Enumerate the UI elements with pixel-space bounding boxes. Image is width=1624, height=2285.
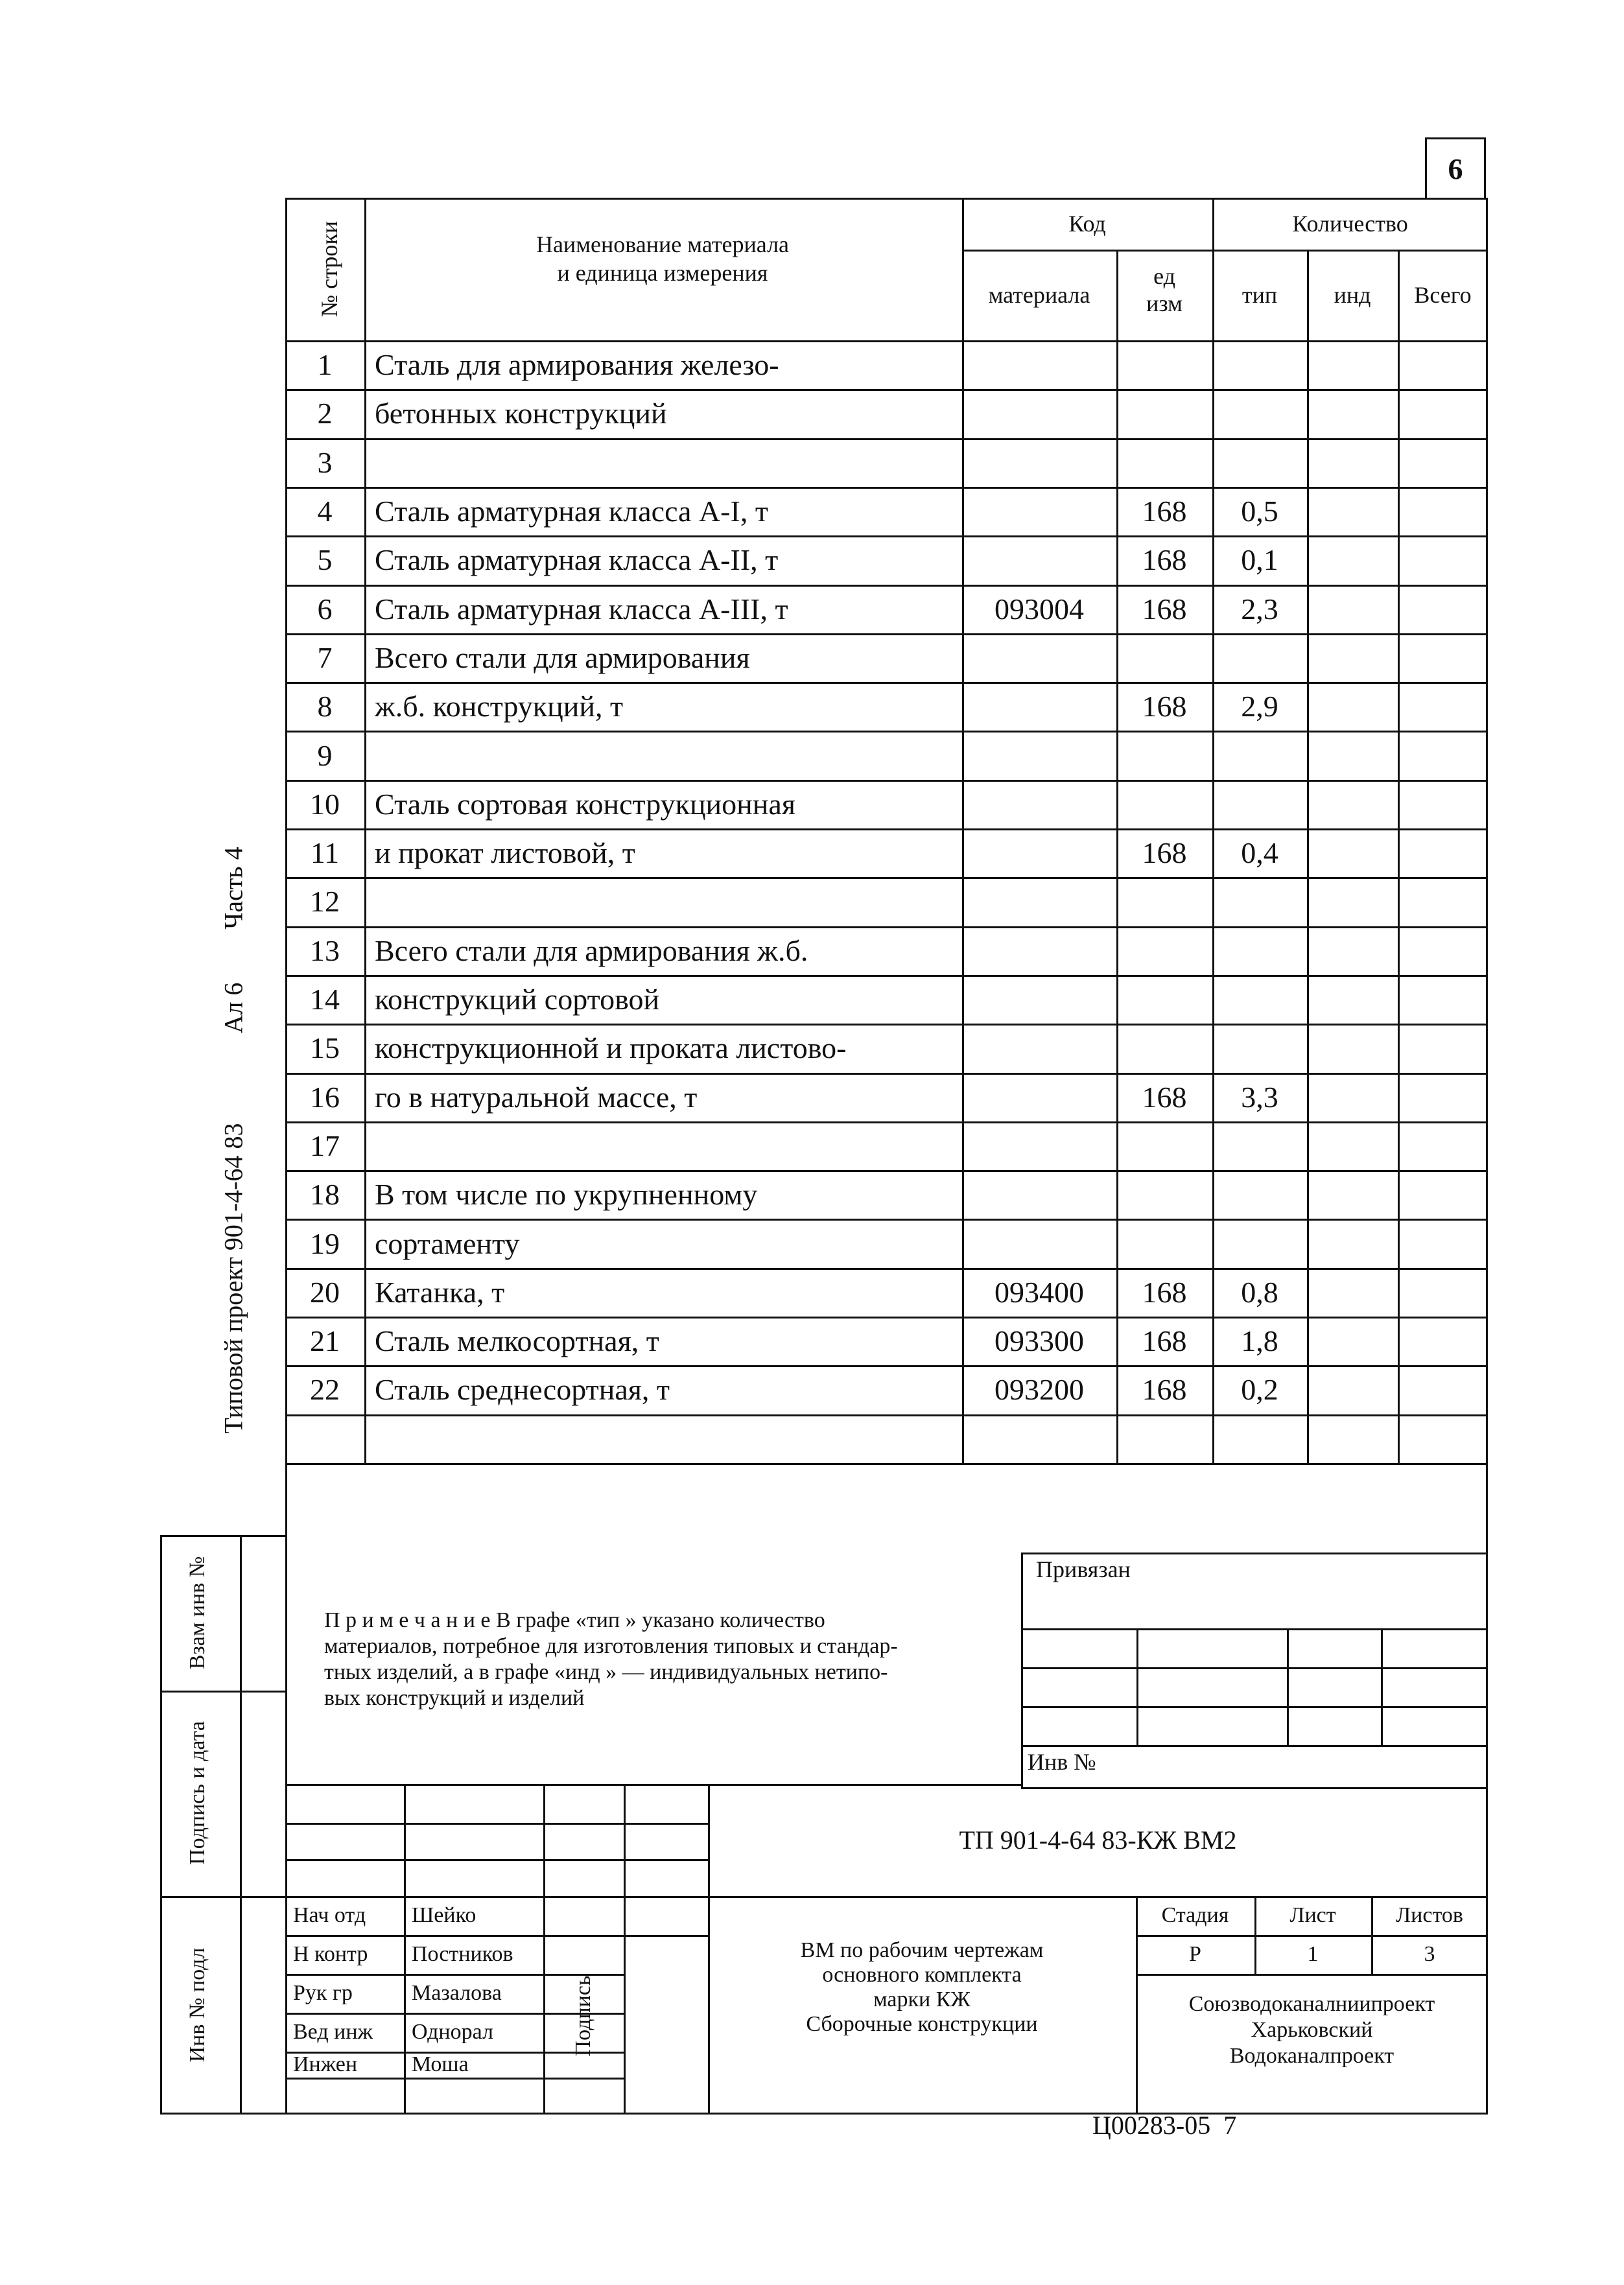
header-name-line1: Наименование материала	[535, 231, 790, 257]
signer-role: Н контр	[293, 1942, 368, 1966]
signer-name: Шейко	[412, 1903, 477, 1927]
cell-code	[962, 926, 1116, 975]
cell-name: В том числе по укрупненному	[375, 1178, 758, 1212]
cell-code	[962, 1024, 1116, 1072]
cell-total	[1398, 1170, 1488, 1219]
header-quantity: Количество	[1292, 211, 1408, 237]
cell-name: Всего стали для армирования	[375, 640, 750, 674]
sheets-label: Листов	[1396, 1903, 1463, 1927]
cell-n: 4	[317, 495, 333, 528]
cell-total	[1398, 438, 1488, 487]
cell-total	[1398, 1365, 1488, 1414]
cell-typ: 0,1	[1241, 543, 1278, 577]
header-row-number: № строки	[316, 220, 342, 318]
cell-code: 093200	[994, 1373, 1084, 1407]
cell-ind	[1307, 780, 1398, 828]
cell-total	[1398, 780, 1488, 828]
cell-typ: 1,8	[1241, 1324, 1278, 1358]
signer-name: Моша	[412, 2052, 469, 2076]
note-line3: тных изделий, а в графе «инд » — индивидуальных нетипо-	[324, 1660, 888, 1684]
cell-total	[1398, 877, 1488, 926]
cell-name: Сталь для армирования железо-	[375, 348, 779, 382]
organization	[1136, 1991, 1488, 2069]
cell-n: 12	[310, 885, 340, 919]
cell-unit	[1116, 1170, 1212, 1219]
sheet-label: Лист	[1289, 1903, 1336, 1927]
cell-total	[1398, 585, 1488, 633]
stamp-signature-date: Подпись и дата	[185, 1721, 209, 1865]
cell-unit	[1116, 1219, 1212, 1267]
cell-ind	[1307, 340, 1398, 389]
cell-code	[962, 1073, 1116, 1121]
cell-typ: 2,9	[1241, 690, 1278, 723]
cell-ind	[1307, 1317, 1398, 1365]
desc-line1: ВМ по рабочим чертежам	[800, 1938, 1044, 1962]
header-typ: тип	[1242, 282, 1278, 308]
cell-typ: 2,3	[1241, 592, 1278, 626]
signer-role: Инжен	[293, 2052, 358, 2076]
cell-name: конструкционной и проката листово-	[375, 1031, 847, 1065]
cell-total	[1398, 1073, 1488, 1121]
cell-unit: 168	[1142, 1373, 1187, 1407]
cell-code	[962, 389, 1116, 438]
cell-typ	[1212, 731, 1307, 779]
cell-ind	[1307, 682, 1398, 731]
cell-total	[1398, 731, 1488, 779]
cell-name: бетонных конструкций	[375, 397, 667, 430]
cell-unit	[1116, 731, 1212, 779]
cell-name	[364, 731, 962, 779]
cell-unit: 168	[1142, 592, 1187, 626]
desc-line4: Сборочные конструкции	[806, 2012, 1038, 2036]
part-label: Часть 4	[218, 847, 248, 930]
album-label: Ал 6	[218, 982, 248, 1034]
cell-code	[962, 1414, 1116, 1463]
cell-name: го в натуральной массе, т	[375, 1080, 698, 1114]
cell-unit: 168	[1142, 690, 1187, 723]
cell-n: 19	[310, 1226, 340, 1260]
cell-total	[1398, 487, 1488, 535]
cell-unit: 168	[1142, 1275, 1187, 1309]
cell-total	[1398, 389, 1488, 438]
cell-typ	[1212, 1414, 1307, 1463]
cell-n: 22	[310, 1373, 340, 1407]
cell-unit	[1116, 877, 1212, 926]
signer-name: Мазалова	[412, 1981, 502, 2005]
cell-code	[962, 1219, 1116, 1267]
cell-typ	[1212, 926, 1307, 975]
cell-n: 16	[310, 1080, 340, 1114]
cell-unit	[1116, 1024, 1212, 1072]
cell-ind	[1307, 1268, 1398, 1317]
signer-role: Вед инж	[293, 2020, 373, 2044]
cell-typ: 0,2	[1241, 1373, 1278, 1407]
cell-code	[962, 975, 1116, 1024]
cell-n: 10	[310, 787, 340, 821]
cell-typ	[1212, 1024, 1307, 1072]
cell-n: 3	[317, 445, 333, 479]
cell-unit: 168	[1142, 495, 1187, 528]
signer-role: Рук гр	[293, 1981, 353, 2005]
cell-typ: 0,5	[1241, 495, 1278, 528]
cell-n: 21	[310, 1324, 340, 1358]
cell-n	[285, 1414, 364, 1463]
cell-unit	[1116, 340, 1212, 389]
cell-total	[1398, 535, 1488, 584]
cell-n: 11	[310, 836, 340, 870]
cell-ind	[1307, 1073, 1398, 1121]
cell-unit	[1116, 1414, 1212, 1463]
cell-ind	[1307, 877, 1398, 926]
cell-total	[1398, 828, 1488, 877]
header-code: Код	[1068, 211, 1106, 237]
drawing-code: ТП 901-4-64 83-КЖ ВМ2	[959, 1825, 1237, 1855]
cell-code	[962, 633, 1116, 682]
footer-code: Ц00283-05 7	[1092, 2111, 1237, 2140]
cell-name: Сталь мелкосортная, т	[375, 1324, 659, 1358]
project-label: Типовой проект 901-4-64 83	[218, 1123, 248, 1434]
stage-value: Р	[1189, 1942, 1201, 1966]
cell-typ	[1212, 1170, 1307, 1219]
cell-total	[1398, 340, 1488, 389]
cell-name: и прокат листовой, т	[375, 836, 635, 870]
cell-unit	[1116, 926, 1212, 975]
org-line1: Союзводоканалниипроект	[1188, 1992, 1435, 2016]
cell-typ	[1212, 438, 1307, 487]
cell-name: сортаменту	[375, 1226, 520, 1260]
header-total: Всего	[1414, 282, 1472, 308]
cell-ind	[1307, 975, 1398, 1024]
cell-n: 1	[317, 348, 333, 382]
cell-ind	[1307, 389, 1398, 438]
signer-role: Нач отд	[293, 1903, 366, 1927]
note-line1	[324, 1608, 998, 1634]
cell-total	[1398, 633, 1488, 682]
header-material-name	[364, 230, 961, 287]
cell-n: 20	[310, 1275, 340, 1309]
desc-line2: основного комплекта	[822, 1963, 1022, 1987]
cell-name: Сталь сортовая конструкционная	[375, 787, 795, 821]
cell-n: 2	[317, 397, 333, 430]
cell-total	[1398, 1121, 1488, 1170]
signature-label: Подпись	[571, 1975, 595, 2057]
cell-name: Сталь арматурная класса А-III, т	[375, 592, 788, 626]
cell-unit	[1116, 633, 1212, 682]
cell-ind	[1307, 487, 1398, 535]
note-text	[324, 1608, 998, 1711]
cell-name	[364, 1121, 962, 1170]
cell-code: 093400	[994, 1275, 1084, 1309]
cell-typ: 0,4	[1241, 836, 1278, 870]
cell-name: конструкций сортовой	[375, 983, 660, 1016]
cell-typ: 3,3	[1241, 1080, 1278, 1114]
bound-title: Привязан	[1036, 1556, 1131, 1582]
drawing-description	[708, 1938, 1136, 2037]
cell-ind	[1307, 926, 1398, 975]
cell-total	[1398, 1024, 1488, 1072]
cell-ind	[1307, 1170, 1398, 1219]
cell-total	[1398, 975, 1488, 1024]
cell-code	[962, 731, 1116, 779]
cell-n: 18	[310, 1178, 340, 1212]
cell-code	[962, 1170, 1116, 1219]
desc-line3: марки КЖ	[873, 1987, 971, 2011]
cell-code: 093004	[994, 592, 1084, 626]
cell-typ: 0,8	[1241, 1275, 1278, 1309]
cell-total	[1398, 1317, 1488, 1365]
cell-name	[364, 1414, 962, 1463]
cell-n: 5	[317, 543, 333, 577]
cell-unit	[1116, 438, 1212, 487]
header-ind: инд	[1334, 282, 1371, 308]
note-lead: П р и м е ч а н и е	[324, 1608, 491, 1632]
cell-ind	[1307, 1121, 1398, 1170]
sheet-value: 1	[1307, 1942, 1319, 1966]
bound-inv: Инв №	[1028, 1749, 1096, 1775]
stamp-original-inv: Инв № подл	[185, 1947, 209, 2063]
cell-code: 093300	[994, 1324, 1084, 1358]
cell-name	[364, 877, 962, 926]
cell-name: ж.б. конструкций, т	[375, 690, 624, 723]
cell-n: 9	[317, 738, 333, 772]
header-unit-line1: ед	[1153, 263, 1175, 289]
note-line2: материалов, потребное для изготовления типовых и стандар-	[324, 1634, 898, 1658]
cell-n: 13	[310, 933, 340, 967]
sheets-value: 3	[1424, 1942, 1435, 1966]
cell-name: Всего стали для армирования ж.б.	[375, 933, 808, 967]
cell-typ	[1212, 633, 1307, 682]
cell-code	[962, 487, 1116, 535]
cell-code	[962, 340, 1116, 389]
note-line1-text: В графе «тип » указано количество	[490, 1608, 825, 1632]
cell-n: 17	[310, 1129, 340, 1162]
cell-name: Сталь арматурная класса А-II, т	[375, 543, 779, 577]
cell-typ	[1212, 877, 1307, 926]
cell-ind	[1307, 731, 1398, 779]
cell-code	[962, 1121, 1116, 1170]
cell-code	[962, 438, 1116, 487]
cell-code	[962, 780, 1116, 828]
cell-total	[1398, 1414, 1488, 1463]
cell-ind	[1307, 1219, 1398, 1267]
header-unit	[1116, 263, 1212, 317]
stamp-column	[160, 1535, 287, 2115]
cell-total	[1398, 682, 1488, 731]
signer-name: Однорал	[412, 2020, 493, 2044]
cell-code	[962, 828, 1116, 877]
cell-ind	[1307, 828, 1398, 877]
cell-typ	[1212, 389, 1307, 438]
cell-name: Сталь арматурная класса А-I, т	[375, 495, 768, 528]
header-unit-line2: изм	[1146, 290, 1183, 316]
cell-typ	[1212, 1121, 1307, 1170]
cell-ind	[1307, 438, 1398, 487]
cell-code	[962, 535, 1116, 584]
cell-ind	[1307, 1365, 1398, 1414]
org-line2: Харьковский	[1251, 2018, 1373, 2042]
cell-typ	[1212, 340, 1307, 389]
cell-unit	[1116, 389, 1212, 438]
cell-typ	[1212, 780, 1307, 828]
cell-total	[1398, 926, 1488, 975]
stage-label: Стадия	[1161, 1903, 1229, 1927]
cell-n: 6	[317, 592, 333, 626]
cell-unit	[1116, 1121, 1212, 1170]
cell-ind	[1307, 1024, 1398, 1072]
signer-name: Постников	[412, 1942, 513, 1966]
org-line3: Водоканалпроект	[1229, 2044, 1395, 2068]
cell-n: 14	[310, 983, 340, 1016]
stamp-replace-inv: Взам инв №	[185, 1556, 209, 1670]
sheet-number: 6	[1448, 152, 1463, 185]
cell-ind	[1307, 535, 1398, 584]
cell-ind	[1307, 1414, 1398, 1463]
header-material-code: материала	[988, 282, 1090, 308]
cell-ind	[1307, 633, 1398, 682]
cell-total	[1398, 1268, 1488, 1317]
cell-unit: 168	[1142, 1324, 1187, 1358]
cell-total	[1398, 1219, 1488, 1267]
note-line4: вых конструкций и изделий	[324, 1686, 585, 1710]
cell-unit: 168	[1142, 543, 1187, 577]
cell-unit	[1116, 780, 1212, 828]
cell-ind	[1307, 585, 1398, 633]
cell-n: 8	[317, 690, 333, 723]
cell-unit	[1116, 975, 1212, 1024]
cell-unit: 168	[1142, 836, 1187, 870]
header-name-line2: и единица измерения	[557, 260, 768, 286]
cell-unit: 168	[1142, 1080, 1187, 1114]
cell-code	[962, 682, 1116, 731]
cell-n: 7	[317, 640, 333, 674]
cell-code	[962, 877, 1116, 926]
cell-n: 15	[310, 1031, 340, 1065]
cell-name	[364, 438, 962, 487]
cell-name: Сталь среднесортная, т	[375, 1373, 670, 1407]
cell-name: Катанка, т	[375, 1275, 505, 1309]
cell-typ	[1212, 975, 1307, 1024]
cell-typ	[1212, 1219, 1307, 1267]
